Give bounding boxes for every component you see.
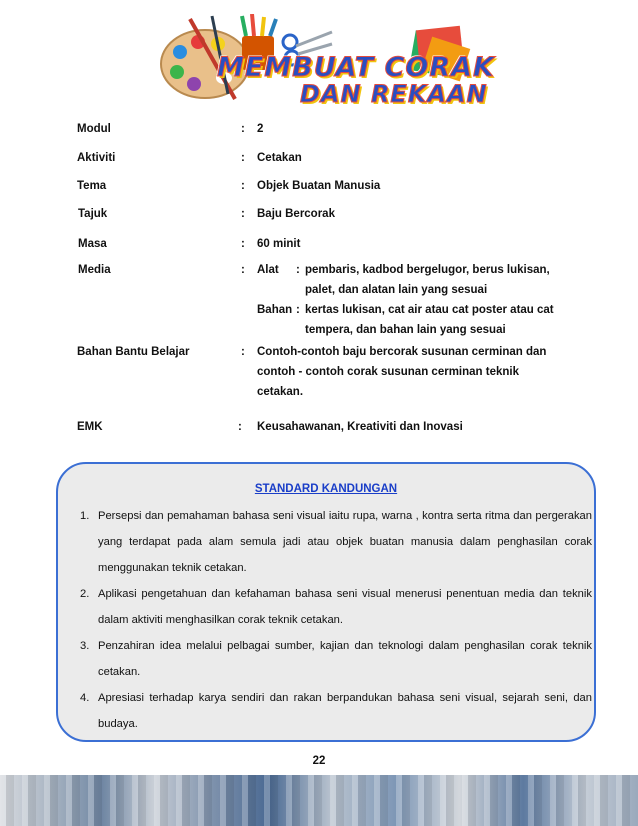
media-bahan-line1: kertas lukisan, cat air atau cat poster atau cat [305, 304, 554, 316]
info-label: Media [78, 264, 111, 276]
info-value: Cetakan [257, 152, 302, 164]
standard-kandungan-title: STANDARD KANDUNGAN [254, 483, 398, 495]
info-value: Contoh-contoh baju bercorak susunan cerminan dan contoh - contoh corak susunan cerminan teknik cetakan. [257, 346, 547, 398]
standard-item-text: Persepsi dan pemahaman bahasa seni visual iaitu rupa, warna , kontra serta ritma dan pergerakan yang terdapat pada alam semula jadi atau objek buatan manusia dalam penghasilan corak menggunakan teknik cetakan. [98, 510, 592, 574]
info-colon: : [241, 238, 245, 250]
info-label: EMK [77, 421, 103, 433]
standard-item-number: 1. [80, 510, 90, 522]
info-label: Bahan Bantu Belajar [77, 346, 190, 358]
info-colon: : [241, 180, 245, 192]
info-value: Baju Bercorak [257, 208, 335, 220]
info-label: Masa [78, 238, 107, 250]
info-value: 2 [257, 123, 264, 135]
info-value: Objek Buatan Manusia [257, 180, 381, 192]
banner-title-line2: DAN REKAAN [300, 80, 488, 108]
standard-item-text: Apresiasi terhadap karya sendiri dan rakan berpandukan bahasa seni visual, sejarah seni, dan budaya. [98, 692, 592, 730]
info-value: Keusahawanan, Kreativiti dan Inovasi [257, 421, 463, 433]
standard-kandungan-box [56, 462, 596, 742]
standard-item-text: Penzahiran idea melalui pelbagai sumber, kajian dan teknologi dalam penghasilan corak teknik cetakan. [98, 640, 592, 678]
info-colon: : [241, 264, 245, 276]
info-label: Aktiviti [77, 152, 116, 164]
media-bahan-colon: : [296, 304, 300, 316]
banner-title-line1: MEMBUAT CORAK [217, 52, 495, 83]
media-alat-label: Alat [257, 264, 279, 276]
info-colon: : [241, 346, 245, 358]
info-value: 60 minit [257, 238, 301, 250]
standard-item-number: 4. [80, 692, 90, 704]
info-colon: : [238, 421, 242, 433]
info-colon: : [241, 208, 245, 220]
info-colon: : [241, 152, 245, 164]
page-number: 22 [312, 755, 326, 767]
info-label: Tema [77, 180, 107, 192]
standard-item-number: 2. [80, 588, 90, 600]
standard-item-number: 3. [80, 640, 90, 652]
media-alat-line2: palet, dan alatan lain yang sesuai [305, 284, 488, 296]
media-bahan-line2: tempera, dan bahan lain yang sesuai [305, 324, 506, 336]
media-alat-line1: pembaris, kadbod bergelugor, berus lukisan, [305, 264, 550, 276]
media-bahan-label: Bahan [257, 304, 293, 316]
media-alat-colon: : [296, 264, 300, 276]
footer-decorative-strip [0, 775, 638, 826]
info-label: Tajuk [78, 208, 108, 220]
standard-item-text: Aplikasi pengetahuan dan kefahaman bahasa seni visual menerusi penentuan media dan teknik dalam aktiviti menghasilkan corak teknik cetakan. [98, 588, 592, 626]
info-colon: : [241, 123, 245, 135]
info-label: Modul [77, 123, 111, 135]
